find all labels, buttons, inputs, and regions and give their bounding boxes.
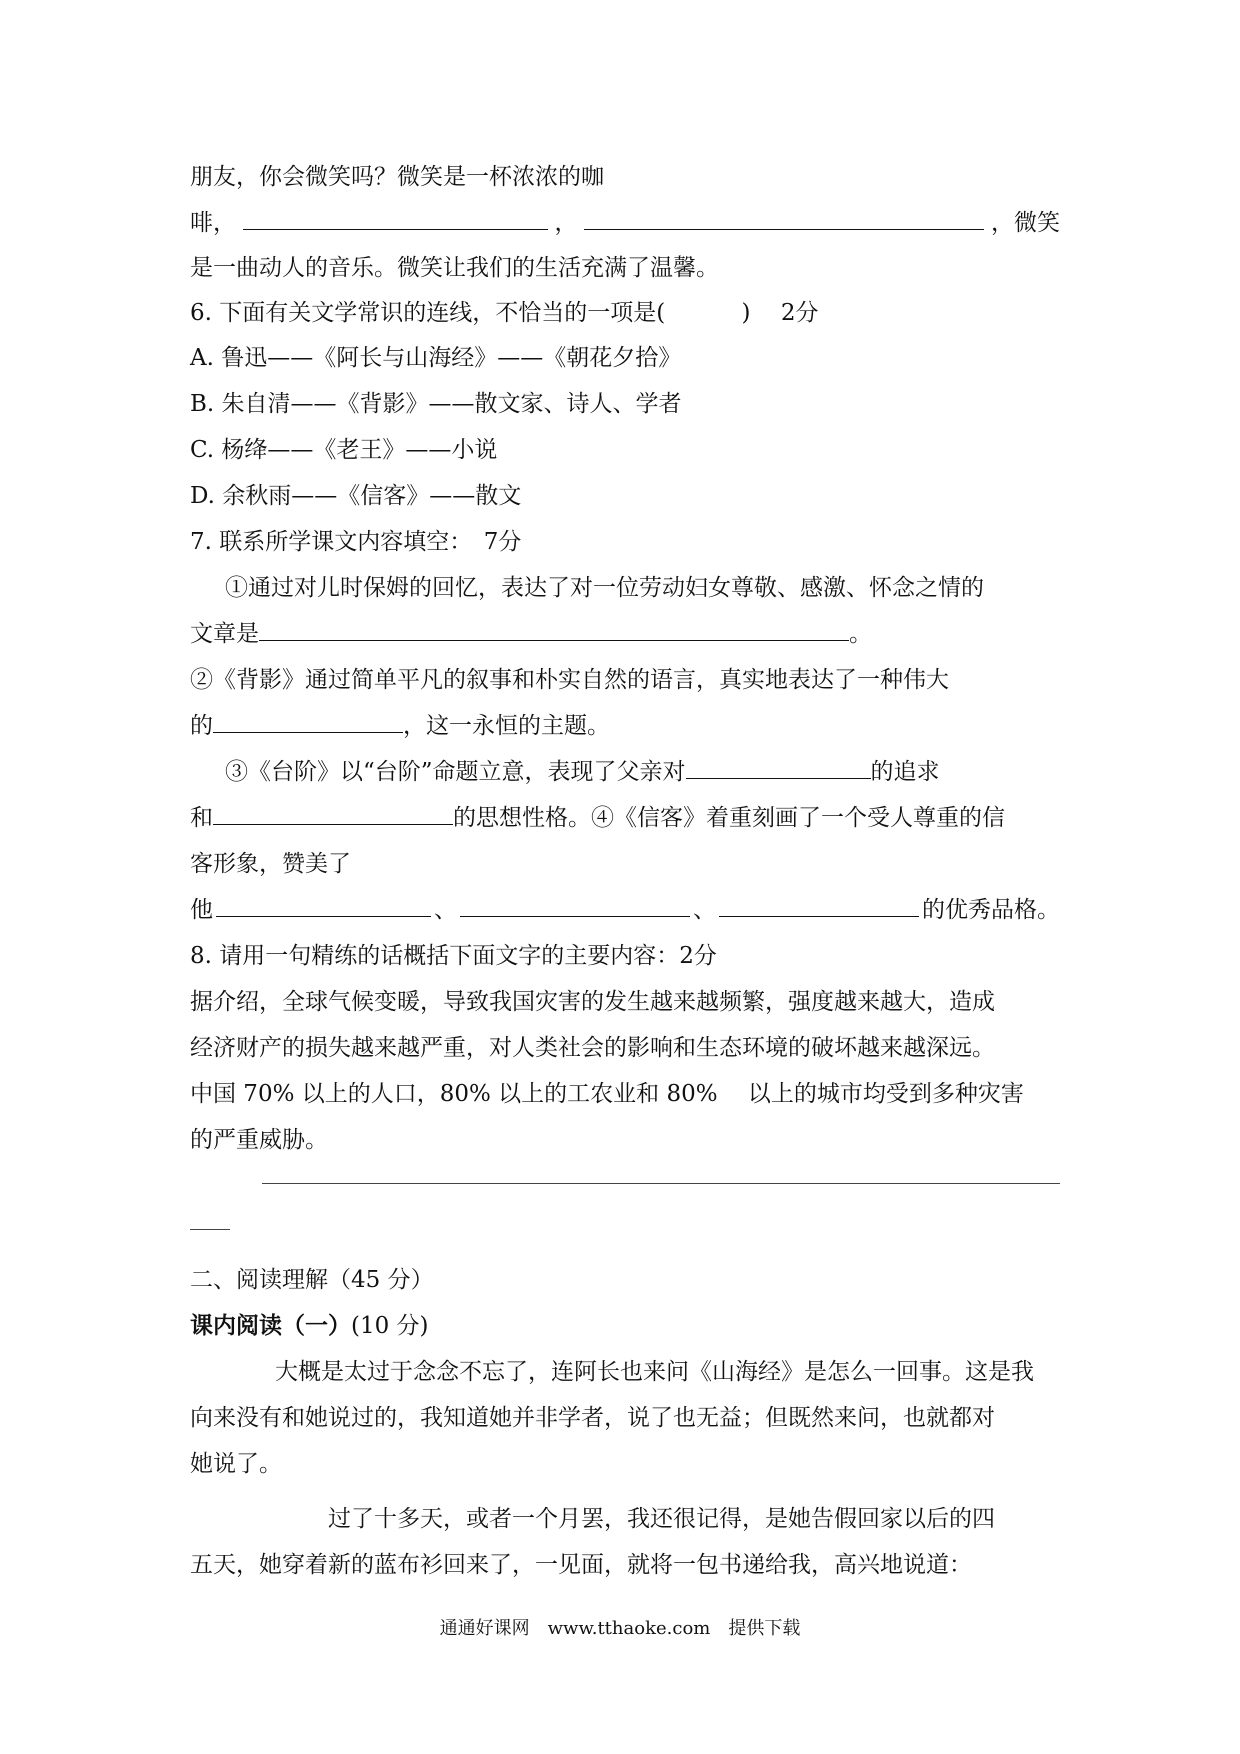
q5-line1: 朋友，你会微笑吗？微笑是一杯浓浓的咖 — [190, 164, 604, 190]
q7-item4-sep2: 、 — [693, 897, 716, 923]
q8-question: 8. 请用一句精练的话概括下面文字的主要内容：2分 — [190, 943, 717, 969]
q6-option-a: A. 鲁迅——《阿长与山海经》——《朝花夕拾》 — [190, 345, 682, 371]
q7-item3-end: 的追求 — [870, 759, 940, 785]
q7-item2-line1: ②《背影》通过简单平凡的叙事和朴实自然的语言，真实地表达了一种伟大 — [190, 667, 949, 693]
q5-blank-1[interactable] — [243, 207, 548, 230]
q7-item3-line2-label: 和 — [190, 805, 213, 831]
q7-blank-5[interactable] — [216, 894, 431, 917]
q8-answer-line[interactable] — [262, 1183, 1060, 1184]
q5-line2 — [190, 207, 1060, 239]
reading-para2-line2: 五天，她穿着新的蓝布衫回来了，一见面，就将一包书递给我，高兴地说道： — [190, 1552, 972, 1578]
q7-blank-3[interactable] — [686, 756, 871, 779]
q7-item1-line2 — [190, 618, 872, 650]
q8-passage-line3: 中国 70% 以上的人口，80% 以上的工农业和 80% 以上的城市均受到多种灾害 — [190, 1081, 1024, 1107]
q7-item4-end: 的优秀品格。 — [922, 897, 1060, 923]
section2-subtitle-bold: 课内阅读（一） — [190, 1312, 351, 1339]
q7-item1-label: 文章是 — [190, 621, 259, 647]
q5-line3: 是一曲动人的音乐。微笑让我们的生活充满了温馨。 — [190, 255, 719, 281]
q7-item1-line1: ①通过对儿时保姆的回忆，表达了对一位劳动妇女尊敬、感激、怀念之情的 — [225, 575, 984, 601]
q7-item2-line2 — [190, 710, 610, 742]
section2-subtitle — [190, 1310, 429, 1342]
q7-question: 7. 联系所学课文内容填空： 7分 — [190, 529, 522, 555]
q7-item3-line2 — [190, 802, 1005, 834]
reading-para2-line1: 过了十多天，或者一个月罢，我还很记得，是她告假回家以后的四 — [328, 1506, 995, 1532]
reading-para1-line1: 大概是太过于念念不忘了，连阿长也来问《山海经》是怎么一回事。这是我 — [275, 1359, 1034, 1385]
q5-blank-2[interactable] — [584, 207, 984, 230]
section2-title: 二、阅读理解（45 分） — [190, 1267, 434, 1293]
q5-line2-end: ，微笑 — [991, 210, 1060, 236]
q7-blank-7[interactable] — [719, 894, 919, 917]
q7-item2-label: 的 — [190, 713, 213, 739]
reading-para1-line3: 她说了。 — [190, 1451, 282, 1477]
q6-option-d: D. 余秋雨——《信客》——散文 — [190, 483, 522, 509]
q7-item2-end: ，这一永恒的主题。 — [403, 713, 610, 739]
q7-blank-4[interactable] — [213, 802, 453, 825]
q7-item3-line2-end: 的思想性格。④《信客》着重刻画了一个受人尊重的信 — [453, 805, 1005, 831]
reading-para1-line2: 向来没有和她说过的，我知道她并非学者，说了也无益；但既然来问，也就都对 — [190, 1405, 995, 1431]
q8-passage-line4: 的严重威胁。 — [190, 1127, 328, 1153]
q6-option-c: C. 杨绛——《老王》——小说 — [190, 437, 498, 463]
q7-item4-line1: 客形象，赞美了 — [190, 851, 351, 877]
q6-option-b: B. 朱自清——《背影》——散文家、诗人、学者 — [190, 391, 682, 417]
q7-item4-sep1: 、 — [434, 897, 457, 923]
q7-blank-2[interactable] — [213, 710, 403, 733]
q8-passage-line1: 据介绍，全球气候变暖，导致我国灾害的发生越来越频繁，强度越来越大，造成 — [190, 989, 995, 1015]
q7-item3-line1 — [225, 756, 940, 788]
q8-passage-line2: 经济财产的损失越来越严重，对人类社会的影响和生态环境的破坏越来越深远。 — [190, 1035, 995, 1061]
q7-item1-end: 。 — [849, 621, 872, 647]
q5-comma: ， — [554, 210, 578, 236]
section2-subtitle-score: (10 分) — [351, 1313, 429, 1339]
q8-answer-line-end[interactable] — [190, 1229, 230, 1230]
q7-item3-start: ③《台阶》以“台阶”命题立意，表现了父亲对 — [225, 759, 686, 785]
q7-item4-label: 他 — [190, 897, 213, 923]
q7-blank-1[interactable] — [259, 618, 849, 641]
q7-blank-6[interactable] — [460, 894, 690, 917]
q7-item4-line2 — [190, 894, 1060, 926]
page-footer: 通通好课网 www.tthaoke.com 提供下载 — [439, 1618, 801, 1639]
q6-question: 6. 下面有关文学常识的连线，不恰当的一项是( ) 2分 — [190, 300, 819, 326]
q5-line2-start: 啡， — [190, 210, 236, 236]
